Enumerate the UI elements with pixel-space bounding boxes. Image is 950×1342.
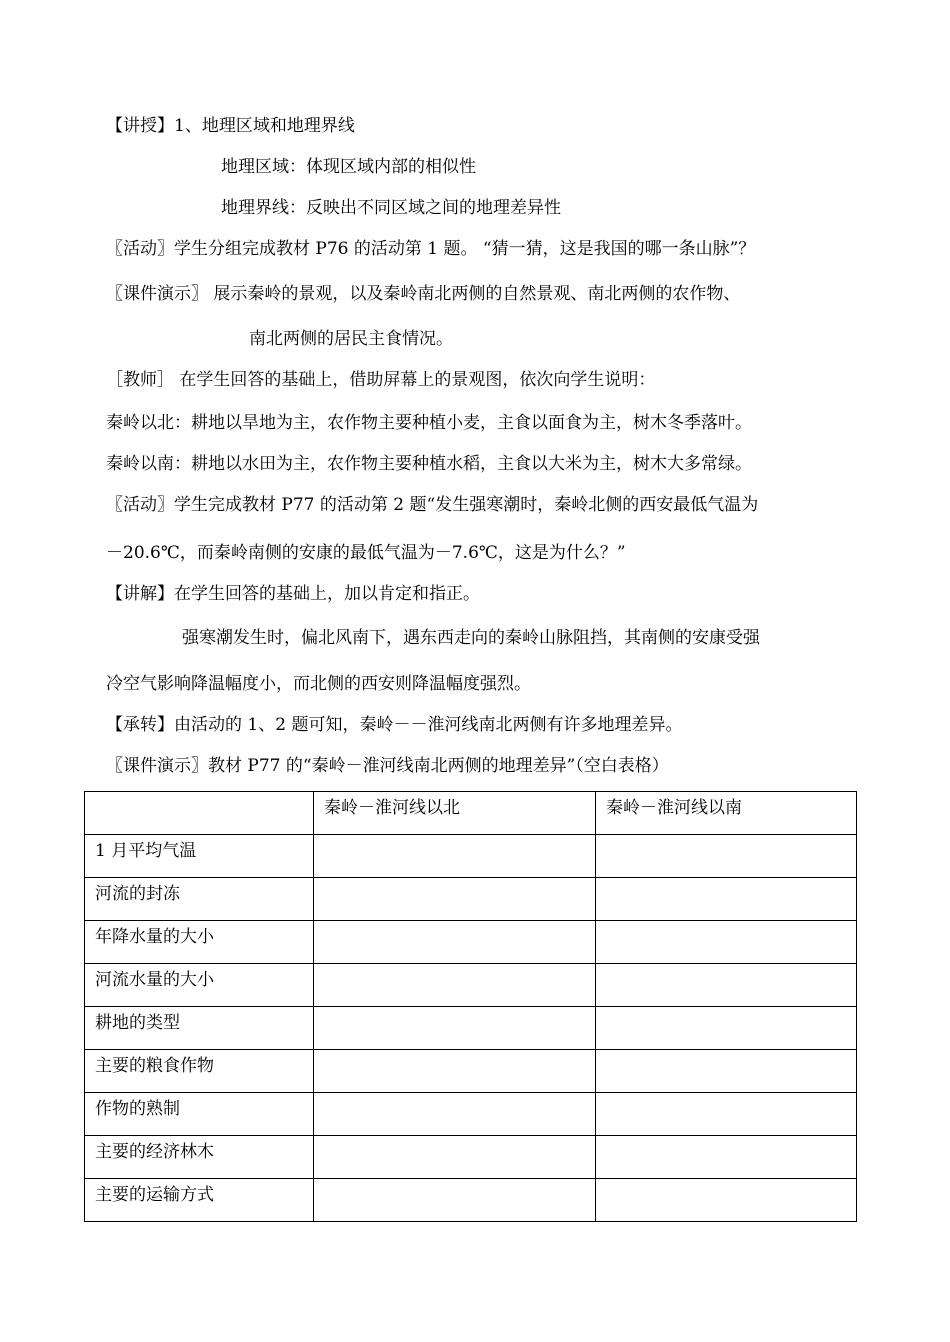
courseware-demo-1: 〖课件演示〗 展示秦岭的景观，以及秦岭南北两侧的自然景观、南北两侧的农作物、 <box>106 284 741 304</box>
south-cell <box>596 1007 857 1050</box>
row-label: 主要的运输方式 <box>85 1179 314 1222</box>
south-cell <box>596 1136 857 1179</box>
table-row <box>85 921 857 964</box>
courseware-demo-2: 〖课件演示〗教材 P77 的“秦岭－淮河线南北两侧的地理差异”（空白表格） <box>106 756 669 776</box>
table-row <box>85 1179 857 1222</box>
south-cell <box>596 835 857 878</box>
transition: 【承转】由活动的 1、2 题可知，秦岭－－淮河线南北两侧有许多地理差异。 <box>106 715 683 735</box>
row-label: 1 月平均气温 <box>85 835 314 878</box>
teacher-note: ［教师］ 在学生回答的基础上，借助屏幕上的景观图，依次向学生说明： <box>106 370 656 390</box>
table-row <box>85 964 857 1007</box>
difference-table <box>84 791 857 1222</box>
row-label: 年降水量的大小 <box>85 921 314 964</box>
activity-2: 〖活动〗学生完成教材 P77 的活动第 2 题“发生强寒潮时，秦岭北侧的西安最低气温为 <box>106 495 759 515</box>
south-cell <box>596 878 857 921</box>
explanation-body: 强寒潮发生时，偏北风南下，遇东西走向的秦岭山脉阻挡，其南侧的安康受强 <box>182 628 760 648</box>
north-cell <box>314 1136 596 1179</box>
row-label: 河流水量的大小 <box>85 964 314 1007</box>
table-row <box>85 835 857 878</box>
courseware-demo-1-cont: 南北两侧的居民主食情况。 <box>249 329 453 349</box>
region-definition: 地理区域：体现区域内部的相似性 <box>221 157 476 177</box>
table-row <box>85 1007 857 1050</box>
north-cell <box>314 1093 596 1136</box>
south-cell <box>596 921 857 964</box>
table-row <box>85 1050 857 1093</box>
row-label: 主要的经济林木 <box>85 1136 314 1179</box>
south-cell <box>596 1179 857 1222</box>
row-label: 主要的粮食作物 <box>85 1050 314 1093</box>
south-cell <box>596 1093 857 1136</box>
north-cell <box>314 1050 596 1093</box>
activity-1: 〖活动〗学生分组完成教材 P76 的活动第 1 题。 “猜一猜，这是我国的哪一条山脉”？ <box>106 239 756 259</box>
boundary-definition: 地理界线：反映出不同区域之间的地理差异性 <box>221 198 561 218</box>
north-cell <box>314 1007 596 1050</box>
south-description: 秦岭以南：耕地以水田为主，农作物主要种植水稻，主食以大米为主，树木大多常绿。 <box>106 454 752 474</box>
table-header-row <box>85 792 857 835</box>
lecture-heading: 【讲授】1、地理区域和地理界线 <box>106 116 355 136</box>
table-row <box>85 1136 857 1179</box>
north-cell <box>314 964 596 1007</box>
header-cell-north: 秦岭－淮河线以北 <box>314 792 596 835</box>
south-cell <box>596 964 857 1007</box>
explanation-heading: 【讲解】在学生回答的基础上，加以肯定和指正。 <box>106 584 480 604</box>
table-row <box>85 1093 857 1136</box>
north-description: 秦岭以北：耕地以旱地为主，农作物主要种植小麦，主食以面食为主，树木冬季落叶。 <box>106 413 752 433</box>
north-cell <box>314 835 596 878</box>
north-cell <box>314 921 596 964</box>
header-cell-blank <box>85 792 314 835</box>
row-label: 耕地的类型 <box>85 1007 314 1050</box>
table-row <box>85 878 857 921</box>
south-cell <box>596 1050 857 1093</box>
north-cell <box>314 1179 596 1222</box>
row-label: 河流的封冻 <box>85 878 314 921</box>
header-cell-south: 秦岭－淮河线以南 <box>596 792 857 835</box>
activity-2-cont: －20.6℃，而秦岭南侧的安康的最低气温为－7.6℃，这是为什么？” <box>106 543 626 563</box>
explanation-body-cont: 冷空气影响降温幅度小，而北侧的西安则降温幅度强烈。 <box>106 674 531 694</box>
row-label: 作物的熟制 <box>85 1093 314 1136</box>
north-cell <box>314 878 596 921</box>
